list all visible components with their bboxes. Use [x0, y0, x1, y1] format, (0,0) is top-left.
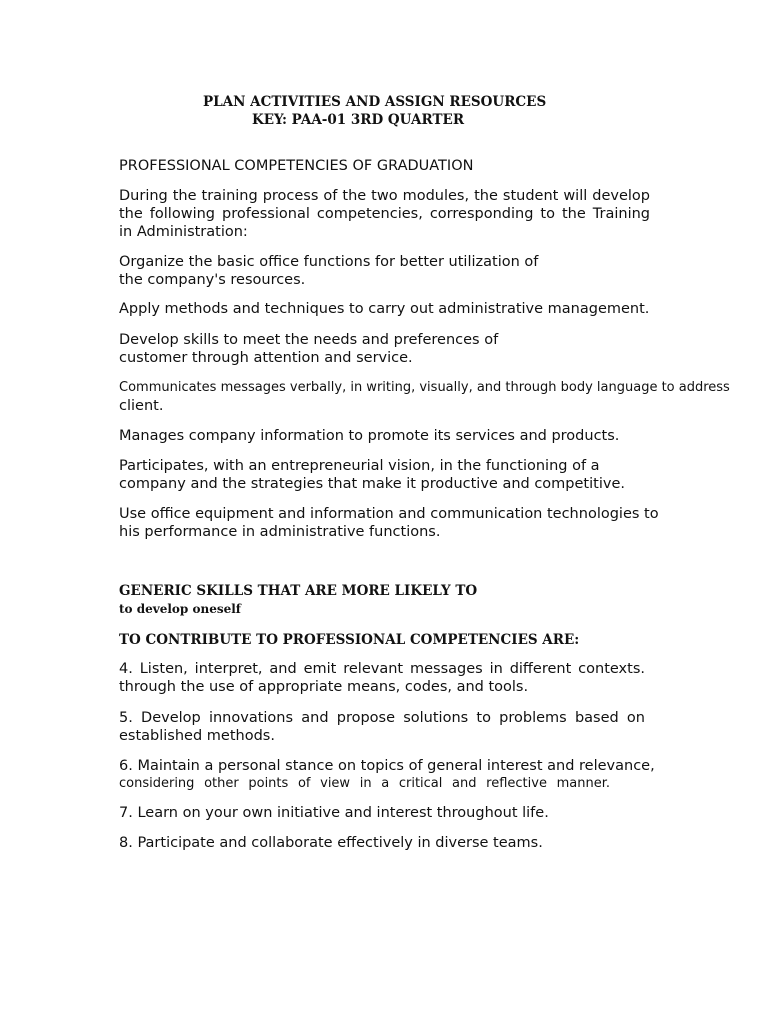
competency-line: Organize the basic office functions for better utilization of	[119, 254, 539, 270]
intro-line: in Administration:	[119, 224, 248, 240]
skill-line: 5. Develop innovations and propose solutions to problems based on	[119, 710, 645, 726]
section-subheading	[119, 631, 650, 649]
generic-skills-heading-line1: GENERIC SKILLS THAT ARE MORE LIKELY TO	[119, 583, 478, 599]
competency-item	[119, 379, 730, 415]
competency-line: Use office equipment and information and communication technologies to	[119, 506, 659, 522]
generic-skills-heading-line2: to develop oneself	[119, 602, 241, 616]
skill-item	[119, 709, 645, 745]
competency-item	[119, 331, 650, 367]
contribute-subheading: TO CONTRIBUTE TO PROFESSIONAL COMPETENCIES ARE:	[119, 632, 580, 648]
competency-line: Develop skills to meet the needs and preferences of	[119, 332, 499, 348]
skill-line: 6. Maintain a personal stance on topics of general interest and relevance,	[119, 758, 655, 774]
competency-line: client.	[119, 398, 164, 414]
skill-line: 7. Learn on your own initiative and interest throughout life.	[119, 805, 549, 821]
skill-line: 8. Participate and collaborate effectively in diverse teams.	[119, 835, 543, 851]
skill-item	[119, 757, 655, 793]
skill-item	[119, 834, 650, 852]
competency-line: Apply methods and techniques to carry out administrative management.	[119, 301, 650, 317]
competency-line: his performance in administrative functions.	[119, 524, 441, 540]
competency-line: Communicates messages verbally, in writing, visually, and through body language to address	[119, 380, 730, 395]
skill-line: established methods.	[119, 728, 275, 744]
competency-item	[119, 457, 650, 493]
competency-line: the company's resources.	[119, 272, 306, 288]
document-title: PLAN ACTIVITIES AND ASSIGN RESOURCES	[203, 94, 547, 110]
section-heading-competencies: PROFESSIONAL COMPETENCIES OF GRADUATION	[119, 158, 474, 174]
competency-line: Participates, with an entrepreneurial vision, in the functioning of a	[119, 458, 600, 474]
skill-line: through the use of appropriate means, codes, and tools.	[119, 679, 529, 695]
competency-item	[119, 253, 650, 289]
document-key: KEY: PAA-01 3RD QUARTER	[252, 112, 465, 128]
competency-line: company and the strategies that make it productive and competitive.	[119, 476, 625, 492]
skill-line: 4. Listen, interpret, and emit relevant messages in different contexts.	[119, 661, 645, 677]
competency-line: Manages company information to promote its services and products.	[119, 428, 620, 444]
intro-line: During the training process of the two modules, the student will develop	[119, 188, 650, 204]
skill-item	[119, 804, 650, 822]
skill-line: considering other points of view in a critical and reflective manner.	[119, 776, 610, 791]
intro-line: the following professional competencies, corresponding to the Training	[119, 206, 650, 222]
competency-line: customer through attention and service.	[119, 350, 413, 366]
intro-paragraph	[119, 187, 650, 241]
section-heading-generic-skills	[119, 582, 650, 618]
competency-item	[119, 427, 650, 445]
skill-item	[119, 660, 645, 696]
competency-item	[119, 505, 659, 541]
competency-item	[119, 300, 650, 318]
